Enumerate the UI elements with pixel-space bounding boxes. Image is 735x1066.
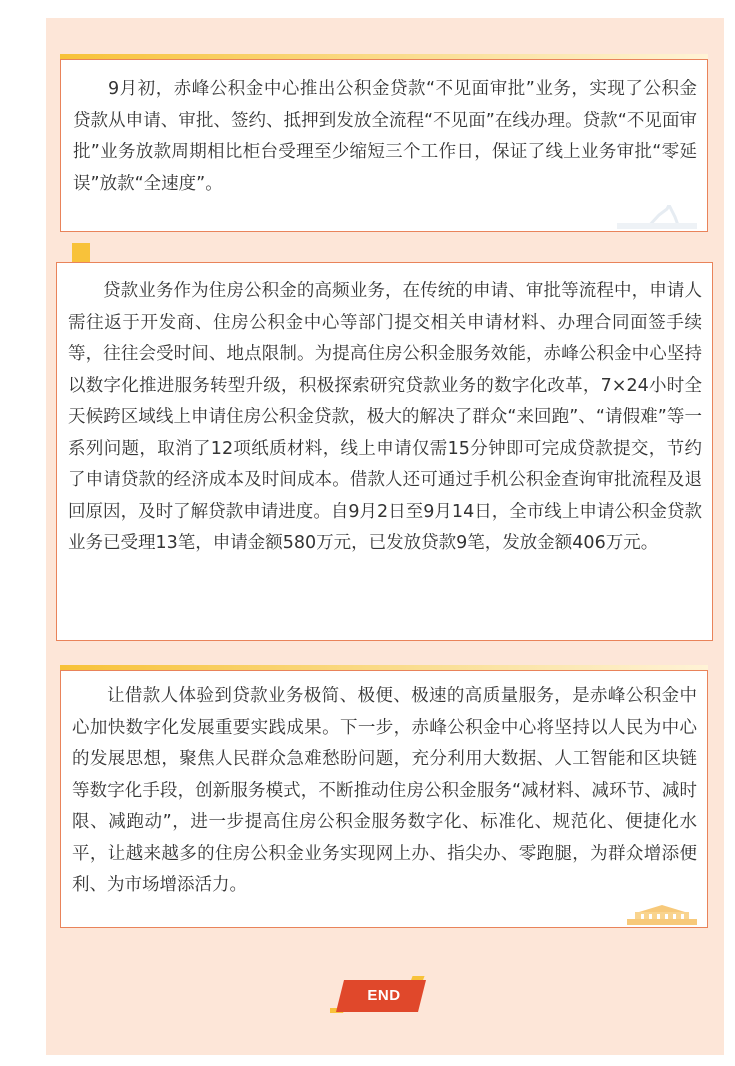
paragraph-3: 让借款人体验到贷款业务极简、极便、极速的高质量服务，是赤峰公积金中心加快数字化发展重要实践成果。下一步，赤峰公积金中心将坚持以人民为中心的发展思想，聚焦人民群众急难愁盼问题，充分利用大数据、人工智能和区块链等数字化手段，创新服务模式，不断推动住房公积金服务“减材料、减环节、减时限、减跑动”，进一步提高住房公积金服务数字化、标准化、规范化、便捷化水平，让越来越多的住房公积金业务实现网上办、指尖办、零跑腿，为群众增添便利、为市场增添活力。 <box>72 686 697 895</box>
tiananmen-decoration-icon <box>627 903 697 925</box>
card-3 <box>60 670 708 928</box>
card-2 <box>56 262 713 641</box>
paragraph-2: 贷款业务作为住房公积金的高频业务，在传统的申请、审批等流程中，申请人需往返于开发商、住房公积金中心等部门提交相关申请材料、办理合同面签手续等，往往会受时间、地点限制。为提高住房公积金服务效能，赤峰公积金中心坚持以数字化推进服务转型升级，积极探索研究贷款业务的数字化改革，7×24小时全天候跨区域线上申请住房公积金贷款，极大的解决了群众“来回跑”、“请假难”等一系列问题，取消了12项纸质材料，线上申请仅需15分钟即可完成贷款提交，节约了申请贷款的经济成本及时间成本。借款人还可通过手机公积金查询审批流程及退回原因，及时了解贷款申请进度。自9月2日至9月14日，全市线上申请公积金贷款业务已受理13笔，申请金额580万元，已发放贷款9笔，发放金额406万元。 <box>68 281 702 553</box>
paragraph-1: 9月初，赤峰公积金中心推出公积金贷款“不见面审批”业务，实现了公积金贷款从申请、审批、签约、抵押到发放全流程“不见面”在线办理。贷款“不见面审批”业务放款周期相比柜台受理至少缩短三个工作日，保证了线上业务审批“零延误”放款“全速度”。 <box>73 79 697 194</box>
end-badge <box>340 980 418 1012</box>
card-1 <box>60 59 708 232</box>
end-label: END <box>367 987 401 1004</box>
landmark-decoration-icon <box>617 205 697 229</box>
